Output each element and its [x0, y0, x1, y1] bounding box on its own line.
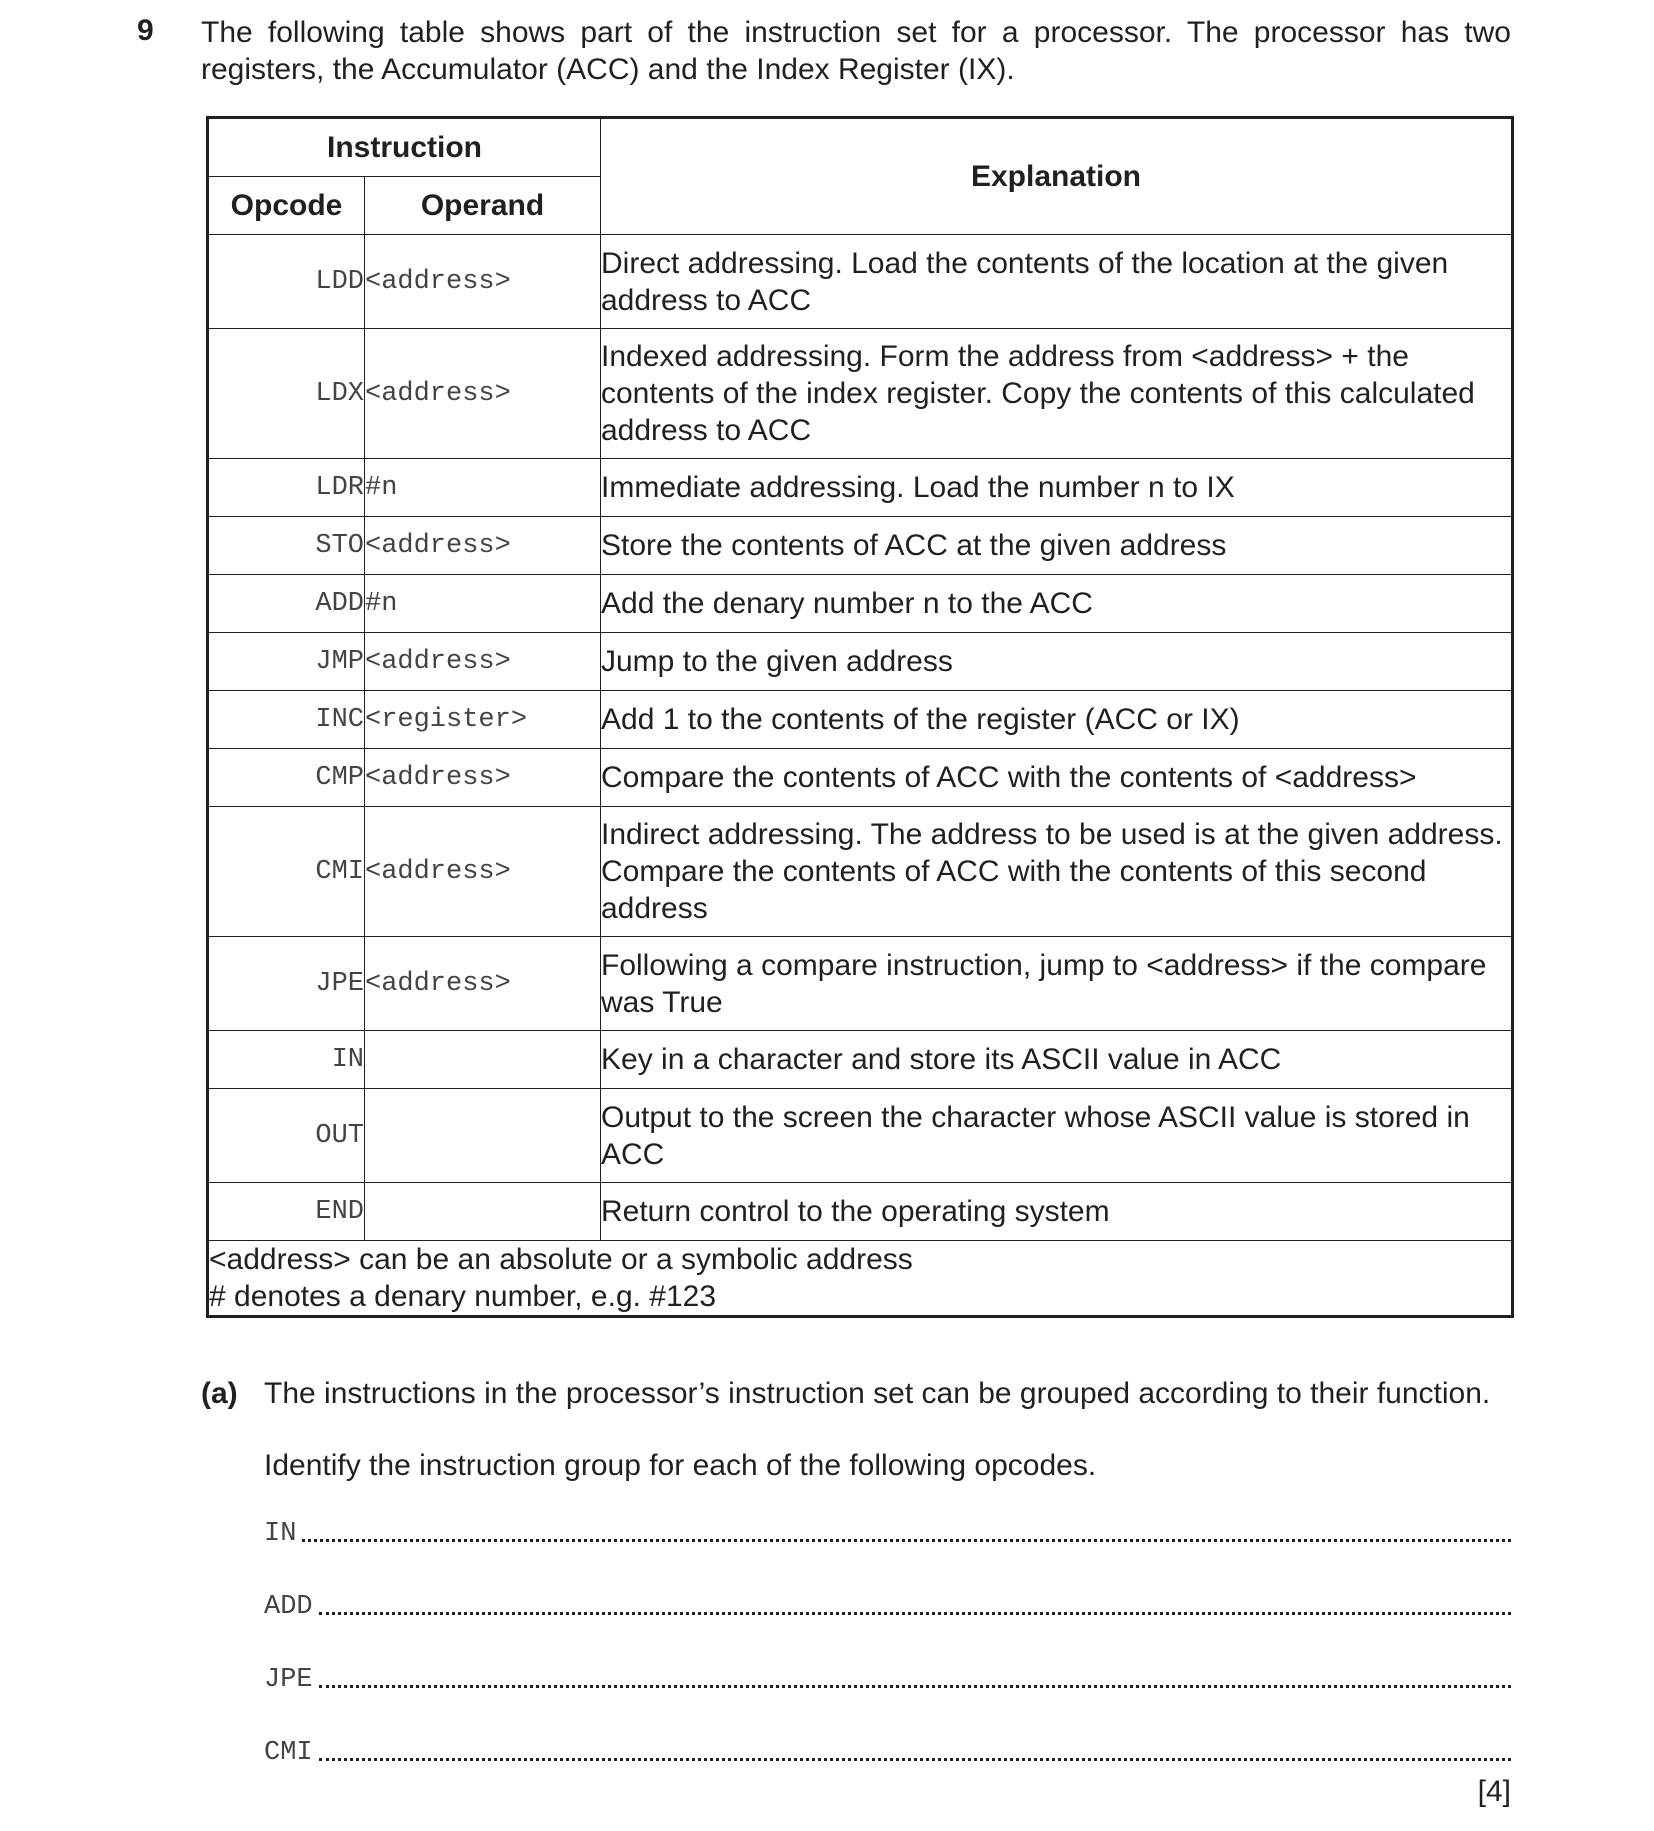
- explanation-header: Explanation: [601, 118, 1513, 235]
- explanation-cell: Add the denary number n to the ACC: [601, 575, 1513, 633]
- answer-line-cmi[interactable]: [264, 1738, 1511, 1768]
- explanation-cell: Add 1 to the contents of the register (ACC or IX): [601, 691, 1513, 749]
- part-a-instruction: Identify the instruction group for each of the following opcodes.: [264, 1449, 1097, 1482]
- part-a-text: The instructions in the processor’s instruction set can be grouped according to their function.: [264, 1377, 1491, 1410]
- operand-cell: <register>: [365, 691, 601, 749]
- explanation-cell: Key in a character and store its ASCII value in ACC: [601, 1031, 1513, 1089]
- operand-cell: <address>: [365, 749, 601, 807]
- answer-dotted-line: [319, 1612, 1511, 1615]
- note-denary: # denotes a denary number, e.g. #123: [209, 1280, 717, 1313]
- instruction-set-table: [206, 116, 1514, 1318]
- answer-line-in[interactable]: [264, 1519, 1511, 1549]
- answer-dotted-line: [302, 1539, 1511, 1542]
- answer-dotted-line: [319, 1685, 1511, 1688]
- table-row: [208, 749, 1513, 807]
- table-row: [208, 633, 1513, 691]
- opcode-cell: JPE: [208, 937, 365, 1031]
- operand-cell: [365, 1183, 601, 1241]
- opcode-cell: IN: [208, 1031, 365, 1089]
- table-row: [208, 807, 1513, 937]
- table-row: [208, 459, 1513, 517]
- opcode-cell: CMI: [208, 807, 365, 937]
- table-row: [208, 517, 1513, 575]
- explanation-cell: Return control to the operating system: [601, 1183, 1513, 1241]
- table-row: [208, 1031, 1513, 1089]
- operand-cell: #n: [365, 575, 601, 633]
- answer-line-jpe[interactable]: [264, 1665, 1511, 1695]
- operand-cell: <address>: [365, 807, 601, 937]
- operand-header: Operand: [365, 177, 601, 235]
- table-row: [208, 1183, 1513, 1241]
- table-row: [208, 691, 1513, 749]
- table-row: [208, 329, 1513, 459]
- operand-cell: [365, 1031, 601, 1089]
- opcode-cell: STO: [208, 517, 365, 575]
- explanation-cell: Output to the screen the character whose ASCII value is stored in ACC: [601, 1089, 1513, 1183]
- answer-opcode: ADD: [264, 1592, 313, 1622]
- operand-cell: <address>: [365, 517, 601, 575]
- operand-cell: #n: [365, 459, 601, 517]
- question-number: 9: [137, 14, 154, 47]
- explanation-cell: Indirect addressing. The address to be used is at the given address. Compare the contents of ACC with the contents of this second address: [601, 807, 1513, 937]
- operand-cell: [365, 1089, 601, 1183]
- table-row: [208, 575, 1513, 633]
- explanation-cell: Compare the contents of ACC with the contents of <address>: [601, 749, 1513, 807]
- answer-line-add[interactable]: [264, 1592, 1511, 1622]
- answer-opcode: CMI: [264, 1738, 313, 1768]
- explanation-cell: Direct addressing. Load the contents of the location at the given address to ACC: [601, 235, 1513, 329]
- opcode-cell: CMP: [208, 749, 365, 807]
- table-row: [208, 937, 1513, 1031]
- opcode-header: Opcode: [208, 177, 365, 235]
- table-row: [208, 1089, 1513, 1183]
- part-a-label: (a): [201, 1377, 238, 1410]
- opcode-cell: END: [208, 1183, 365, 1241]
- opcode-cell: JMP: [208, 633, 365, 691]
- note-address: <address> can be an absolute or a symbolic address: [209, 1243, 913, 1276]
- explanation-cell: Indexed addressing. Form the address from <address> + the contents of the index register. Copy the contents of this calculated address to ACC: [601, 329, 1513, 459]
- explanation-cell: Following a compare instruction, jump to <address> if the compare was True: [601, 937, 1513, 1031]
- table-notes-row: [208, 1241, 1513, 1317]
- answer-dotted-line: [319, 1758, 1511, 1761]
- opcode-cell: INC: [208, 691, 365, 749]
- opcode-cell: LDD: [208, 235, 365, 329]
- answer-opcode: IN: [264, 1519, 297, 1549]
- table-row: [208, 235, 1513, 329]
- table-notes: [208, 1241, 1513, 1317]
- explanation-cell: Jump to the given address: [601, 633, 1513, 691]
- opcode-cell: OUT: [208, 1089, 365, 1183]
- explanation-cell: Immediate addressing. Load the number n to IX: [601, 459, 1513, 517]
- opcode-cell: LDX: [208, 329, 365, 459]
- marks-indicator: [4]: [1477, 1775, 1511, 1808]
- instruction-header: Instruction: [208, 118, 601, 177]
- operand-cell: <address>: [365, 329, 601, 459]
- operand-cell: <address>: [365, 937, 601, 1031]
- explanation-cell: Store the contents of ACC at the given address: [601, 517, 1513, 575]
- answer-opcode: JPE: [264, 1665, 313, 1695]
- operand-cell: <address>: [365, 235, 601, 329]
- operand-cell: <address>: [365, 633, 601, 691]
- opcode-cell: LDR: [208, 459, 365, 517]
- opcode-cell: ADD: [208, 575, 365, 633]
- question-intro: The following table shows part of the instruction set for a processor. The processor has two registers, the Accumulator (ACC) and the Index Register (IX).: [201, 16, 1511, 86]
